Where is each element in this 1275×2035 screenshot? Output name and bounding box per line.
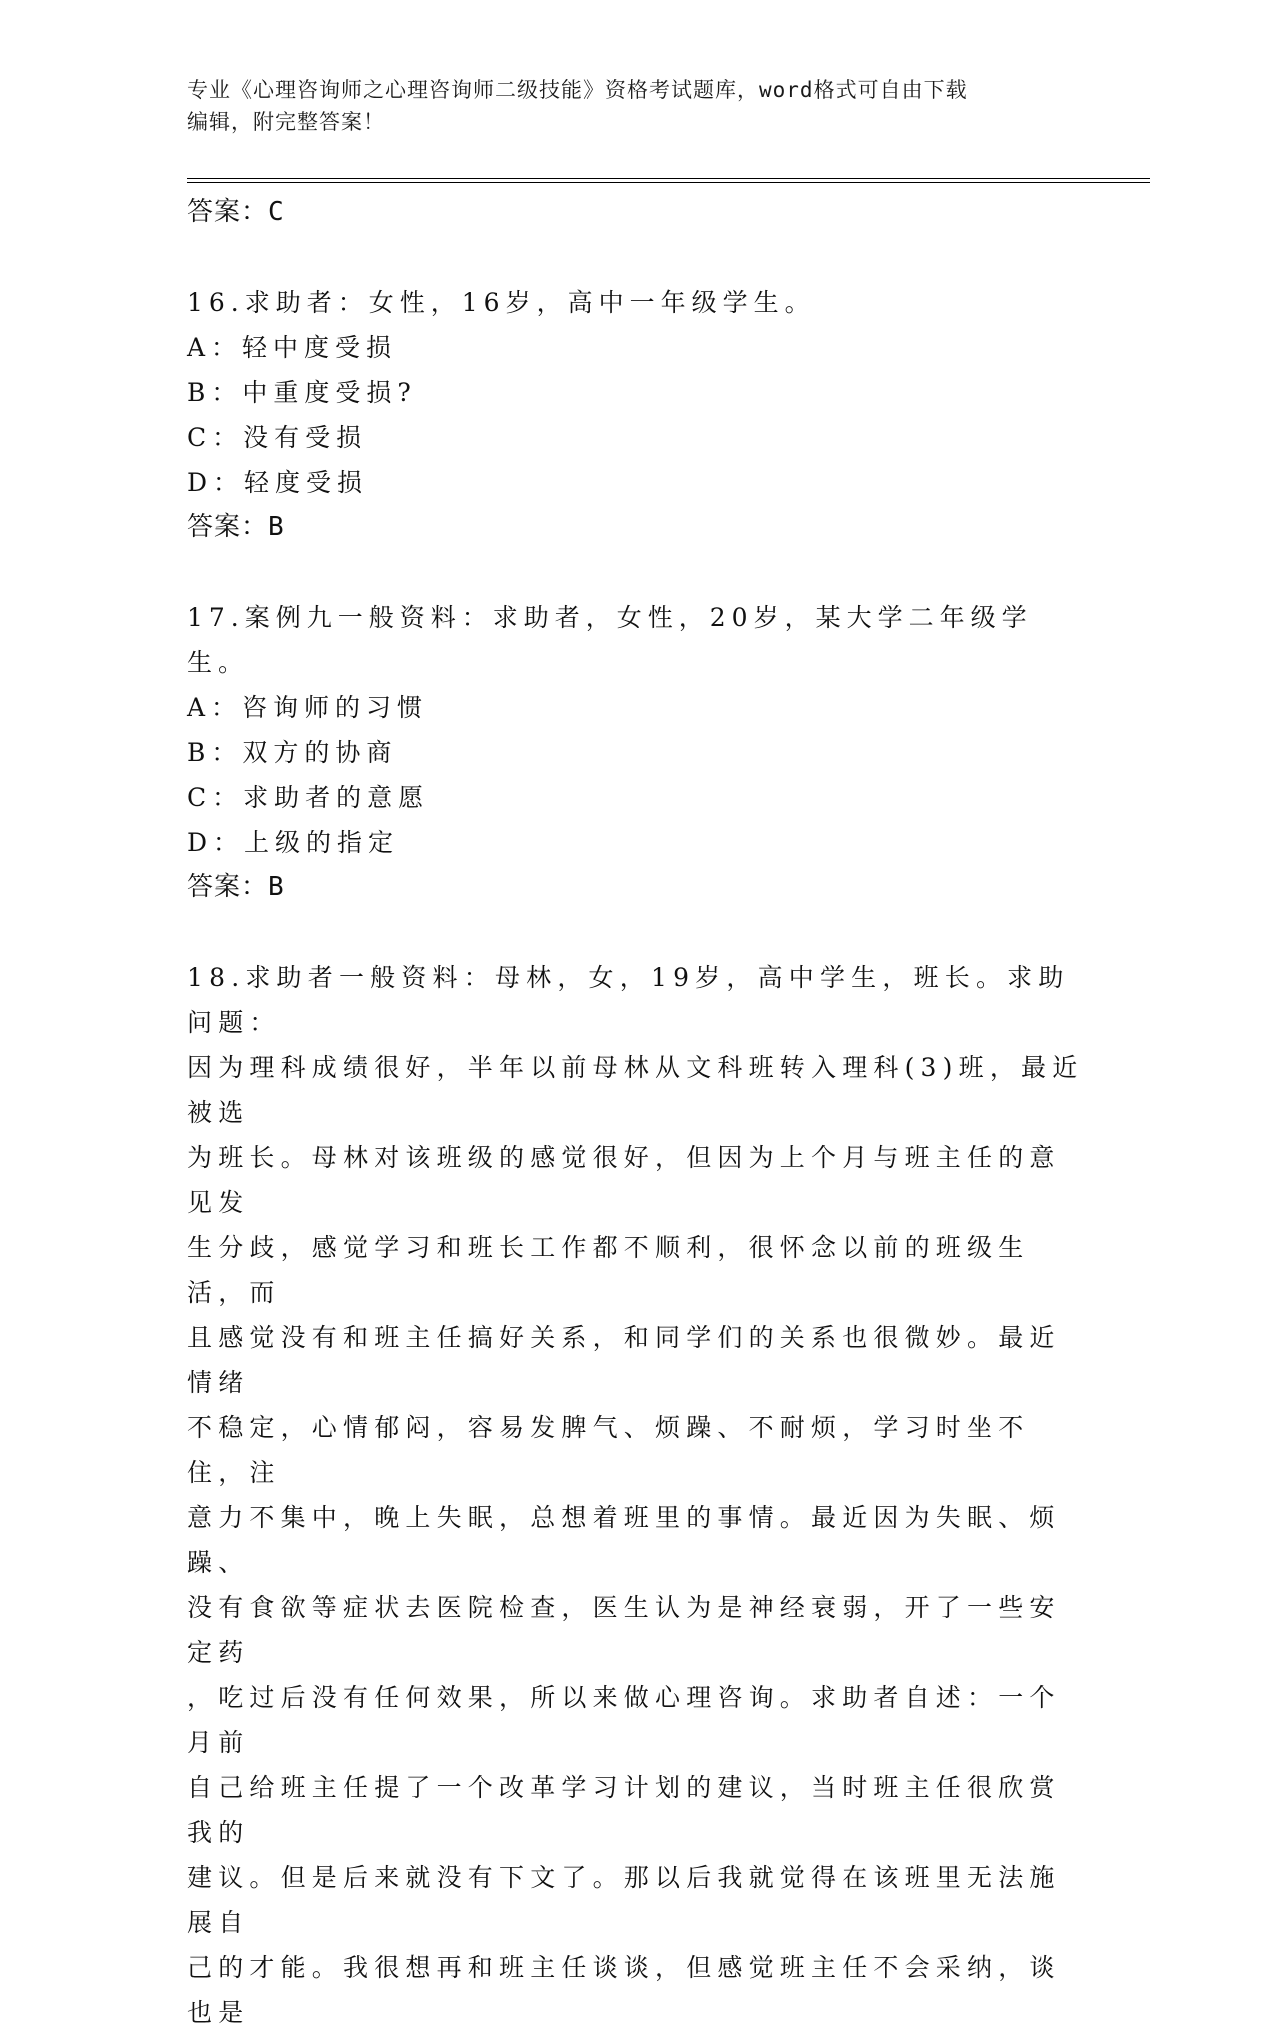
- question-stem-line: 为班长。母林对该班级的感觉很好，但因为上个月与班主任的意见发: [187, 1143, 1061, 1217]
- option-c: C：求助者的意愿: [187, 783, 430, 812]
- option-d: D：轻度受损: [187, 468, 369, 497]
- document-header: [187, 74, 1087, 138]
- option-b: B：双方的协商: [187, 738, 398, 767]
- question-stem-line: 因为理科成绩很好，半年以前母林从文科班转入理科(3)班，最近被选: [187, 1053, 1084, 1127]
- question-stem-line: 18.求助者一般资料：母林，女，19岁，高中学生，班长。求助问题：: [187, 963, 1070, 1037]
- question-stem-line: 自己给班主任提了一个改革学习计划的建议，当时班主任很欣赏我的: [187, 1773, 1061, 1847]
- document-body: [187, 190, 1087, 2035]
- question-stem-line: 不稳定，心情郁闷，容易发脾气、烦躁、不耐烦，学习时坐不住，注: [187, 1413, 1030, 1487]
- option-a: A：轻中度受损: [187, 333, 398, 362]
- option-d: D：上级的指定: [187, 828, 400, 857]
- answer-line: 答案：B: [187, 872, 285, 902]
- question-stem-line: 没有食欲等症状去医院检查，医生认为是神经衰弱，开了一些安定药: [187, 1593, 1061, 1667]
- header-divider-bottom: [187, 182, 1150, 183]
- answer-line: 答案：B: [187, 512, 285, 542]
- option-a: A：咨询师的习惯: [187, 693, 429, 722]
- question-18: [187, 955, 1087, 2035]
- question-stem-line: 生分歧，感觉学习和班长工作都不顺利，很怀念以前的班级生活，而: [187, 1233, 1030, 1307]
- header-divider-top: [187, 178, 1150, 179]
- question-stem-line: 意力不集中，晚上失眠，总想着班里的事情。最近因为失眠、烦躁、: [187, 1503, 1061, 1577]
- option-b: B：中重度受损?: [187, 378, 417, 407]
- question-stem-line: 且感觉没有和班主任搞好关系，和同学们的关系也很微妙。最近情绪: [187, 1323, 1061, 1397]
- question-16: [187, 280, 1087, 550]
- question-stem-line: 己的才能。我很想再和班主任谈谈，但感觉班主任不会采纳，谈也是: [187, 1953, 1061, 2027]
- question-stem: 17.案例九一般资料：求助者，女性，20岁，某大学二年级学生。: [187, 603, 1033, 677]
- question-stem-line: 建议。但是后来就没有下文了。那以后我就觉得在该班里无法施展自: [187, 1863, 1061, 1937]
- question-17: [187, 595, 1087, 910]
- option-c: C：没有受损: [187, 423, 368, 452]
- answer-line: 答案：C: [187, 197, 285, 227]
- header-line-1: 专业《心理咨询师之心理咨询师二级技能》资格考试题库，word格式可自由下载: [187, 78, 968, 102]
- header-line-2: 编辑，附完整答案！: [187, 110, 385, 134]
- question-stem: 16.求助者：女性，16岁，高中一年级学生。: [187, 288, 816, 317]
- question-stem-line: ，吃过后没有任何效果，所以来做心理咨询。求助者自述：一个月前: [187, 1683, 1061, 1757]
